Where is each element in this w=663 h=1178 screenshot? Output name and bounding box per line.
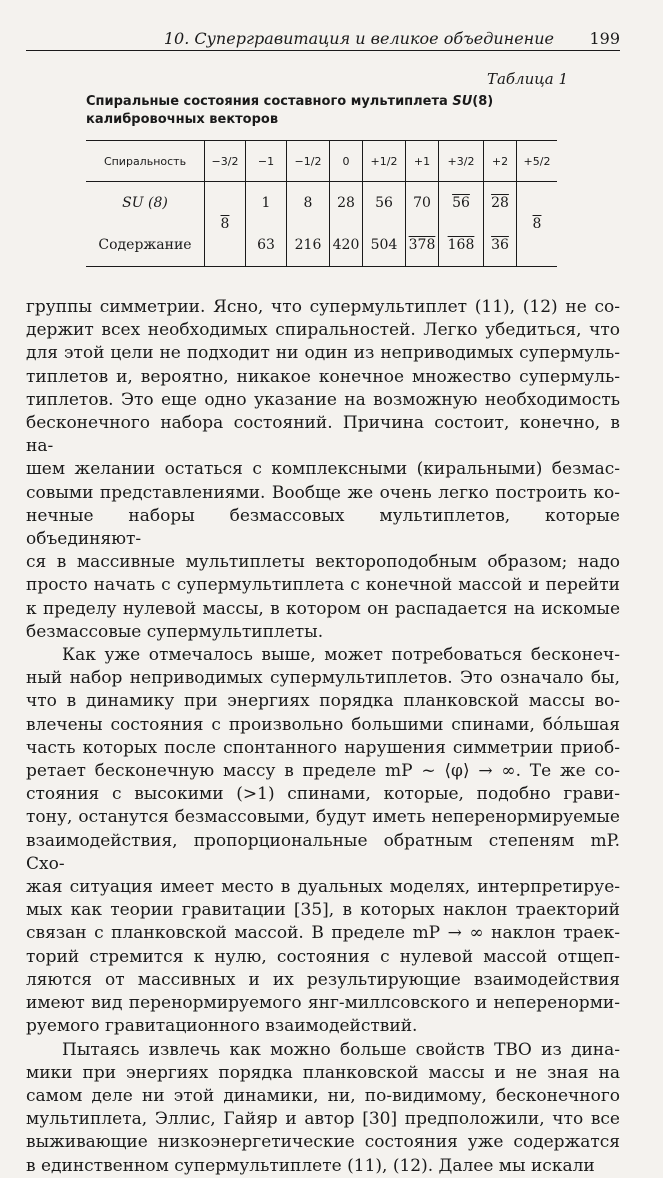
header-cell: −1/2	[287, 141, 330, 182]
text-line: шем желании остаться с комплексными (киральными) безмас-	[26, 459, 620, 480]
header-cell: 0	[330, 141, 363, 182]
table-header-row	[86, 141, 557, 182]
text-line: что в динамику при энергиях порядка планковской массы во-	[26, 691, 620, 712]
table-cell	[205, 182, 246, 267]
text-line: жая ситуация имеет место в дуальных моделях, интерпретируе-	[26, 877, 620, 898]
text-line: ный набор неприводимых супермультиплетов. Это означало бы,	[26, 668, 620, 689]
header-cell: −3/2	[205, 141, 246, 182]
text-line: стояния с высокими (>1) спинами, которые, подобно грави-	[26, 784, 620, 805]
text-line: взаимодействия, пропорциональные обратным степеням mP. Схо-	[26, 830, 620, 874]
table-row	[86, 182, 557, 225]
table-cell: 8	[287, 182, 330, 225]
text-line: Как уже отмечалось выше, может потребоваться бесконеч-	[62, 645, 620, 666]
text-line: нечные наборы безмассовых мультиплетов, которые объединяют-	[26, 505, 620, 550]
header-cell: +1/2	[363, 141, 406, 182]
table-cell: 56	[439, 182, 484, 225]
row-label-content: Содержание	[98, 237, 192, 253]
text-line: типлетов и, вероятно, никакое конечное множество супермуль-	[26, 366, 620, 387]
caption-su-arg: (8)	[472, 94, 494, 109]
text-line: мики при энергиях порядка планковской массы и не зная на	[26, 1062, 620, 1083]
text-line: в единственном супермультиплете (11), (12). Далее мы искали	[26, 1155, 595, 1176]
caption-line1: Спиральные состояния составного мультиплета	[86, 94, 448, 109]
text-line: тону, останутся безмассовыми, будут иметь неперенормируемые	[26, 807, 620, 828]
table-cell: 56	[363, 182, 406, 225]
header-cell: +1	[406, 141, 439, 182]
eight-bar-right: 8	[532, 216, 542, 232]
header-cell: Спиральность	[86, 141, 205, 182]
text-line: держит всех необходимых спиральностей. Легко убедиться, что	[26, 320, 620, 341]
text-line: для этой цели не подходит ни один из неприводимых супермуль-	[26, 343, 620, 364]
table-cell	[517, 182, 558, 267]
text-line: ся в массивные мультиплеты вектороподобным образом; надо	[26, 552, 620, 573]
text-line: влечены состояния с произвольно большими спинами, бóльшая	[26, 714, 620, 735]
text-line: самом деле ни этой динамики, ни, по-видимому, бесконечного	[26, 1085, 620, 1106]
table-cell: 28	[330, 182, 363, 225]
text-line: выживающие низкоэнергетические состояния уже содержатся	[26, 1132, 620, 1153]
body-text	[26, 296, 620, 1178]
table-cell: 70	[406, 182, 439, 225]
text-line: типлетов. Это еще одно указание на возможную необходимость	[26, 389, 620, 410]
text-line: к пределу нулевой массы, в котором он распадается на искомые	[26, 598, 620, 619]
header-cell: +2	[484, 141, 517, 182]
text-line: Пытаясь извлечь как можно больше свойств ТВО из дина-	[62, 1039, 620, 1060]
caption-line2: калибровочных векторов	[86, 112, 279, 127]
caption-su: SU	[452, 94, 473, 109]
paragraph-2	[26, 644, 620, 1038]
table-cell: 420	[330, 224, 363, 267]
page-number: 199	[589, 29, 620, 48]
text-line: группы симметрии. Ясно, что супермультиплет (11), (12) не со-	[26, 297, 620, 317]
table-cell: 36	[484, 224, 517, 267]
table-cell: 504	[363, 224, 406, 267]
running-header	[26, 28, 620, 51]
table-caption	[86, 93, 556, 129]
text-line: совыми представлениями. Вообще же очень легко построить ко-	[26, 482, 620, 503]
text-line: мультиплета, Эллис, Гайяр и автор [30] предположили, что все	[26, 1109, 620, 1130]
helicity-table	[86, 140, 557, 267]
table-label: Таблица 1	[486, 70, 568, 88]
text-line: имеют вид перенормируемого янг-миллсовского и неперенорми-	[26, 993, 620, 1014]
text-line: бесконечного набора состояний. Причина состоит, конечно, в на-	[26, 413, 620, 457]
text-line: ляются от массивных и их результирующие взаимодействия	[26, 969, 620, 990]
table-cell: 28	[484, 182, 517, 225]
header-cell: −1	[246, 141, 287, 182]
row-label-su8: SU (8)	[122, 195, 168, 211]
table-cell: 216	[287, 224, 330, 267]
text-line: ретает бесконечную массу в пределе mP ~ ⟨φ⟩ → ∞. Те же со-	[26, 761, 620, 782]
header-cell: +3/2	[439, 141, 484, 182]
chapter-title: 10. Супергравитация и великое объединение	[163, 29, 554, 48]
text-line: безмассовые супермультиплеты.	[26, 621, 324, 642]
table-cell: 378	[406, 224, 439, 267]
table-cell: 1	[246, 182, 287, 225]
paragraph-3	[26, 1039, 620, 1178]
text-line: руемого гравитационного взаимодействий.	[26, 1016, 418, 1037]
table-row	[86, 224, 557, 267]
text-line: связан с планковской массой. В пределе mP → ∞ наклон траек-	[26, 923, 620, 944]
eight-bar-left: 8	[220, 216, 230, 232]
header-cell: +5/2	[517, 141, 558, 182]
table-cell: 168	[439, 224, 484, 267]
text-line: часть которых после спонтанного нарушения симметрии приоб-	[26, 737, 620, 758]
table-cell: 63	[246, 224, 287, 267]
text-line: просто начать с супермультиплета с конечной массой и перейти	[26, 575, 620, 596]
text-line: торий стремится к нулю, состояния с нулевой массой отщеп-	[26, 946, 620, 967]
text-line: мых как теории гравитации [35], в которых наклон траекторий	[26, 900, 620, 921]
paragraph-1	[26, 296, 620, 644]
